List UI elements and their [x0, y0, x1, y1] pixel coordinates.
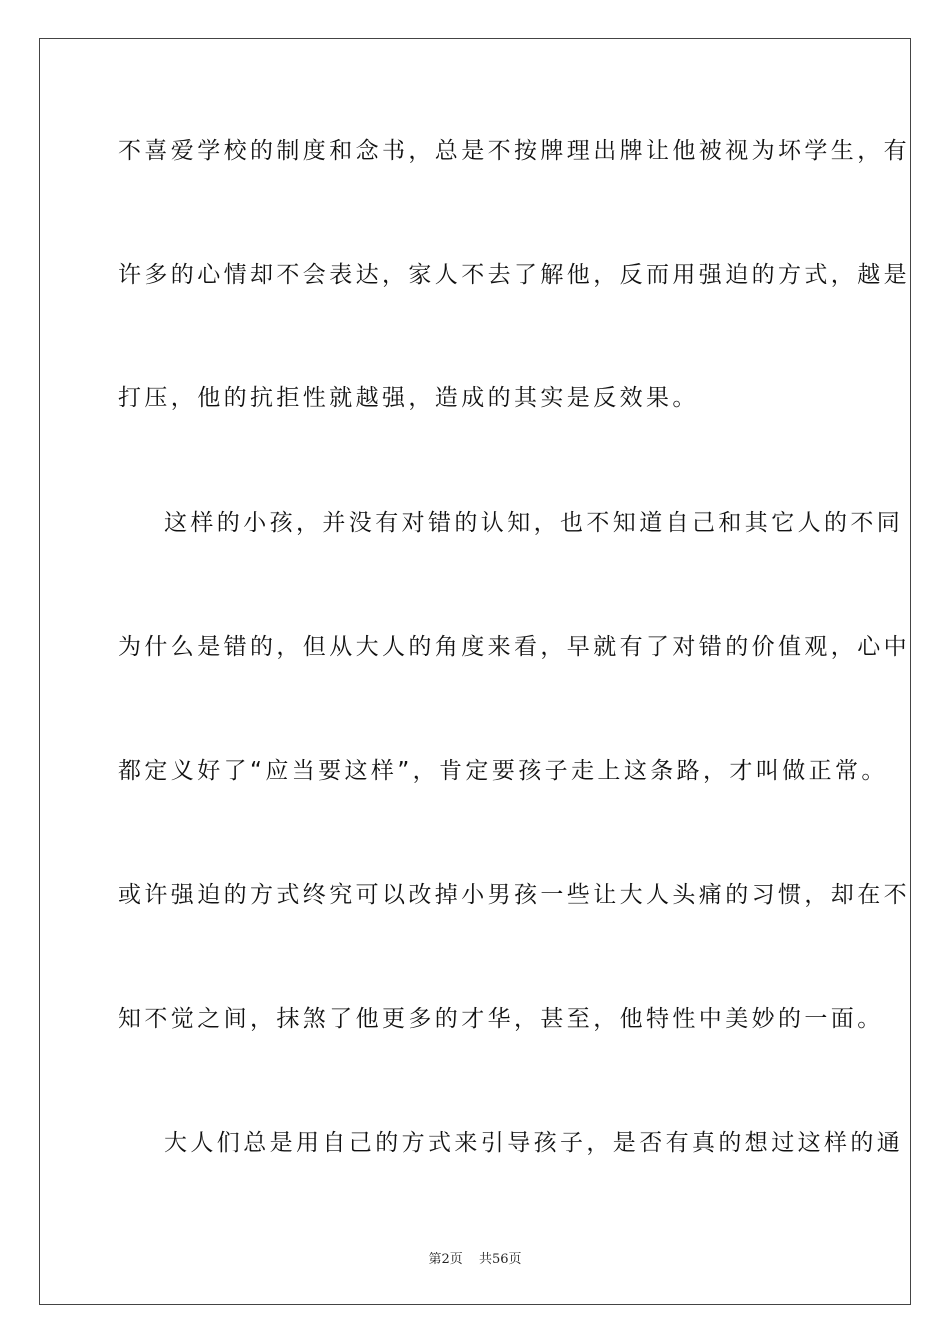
page-number: 第2页 — [428, 1252, 463, 1267]
text-line-1: 不喜爱学校的制度和念书，总是不按牌理出牌让他被视为坏学生，有 — [118, 138, 910, 164]
paragraph-start-line-4: 这样的小孩，并没有对错的认知，也不知道自己和其它人的不同 — [164, 510, 904, 536]
total-pages: 共56页 — [478, 1252, 522, 1267]
text-line-5: 为什么是错的，但从大人的角度来看，早就有了对错的价值观，心中 — [118, 634, 910, 660]
text-line-8: 知不觉之间，抹煞了他更多的才华，甚至，他特性中美妙的一面。 — [118, 1006, 884, 1032]
paragraph-start-line-9: 大人们总是用自己的方式来引导孩子，是否有真的想过这样的通 — [164, 1130, 904, 1156]
page-footer — [0, 1248, 950, 1267]
text-line-3: 打压，他的抗拒性就越强，造成的其实是反效果。 — [118, 385, 699, 411]
text-line-6: 都定义好了“应当要这样”，肯定要孩子走上这条路，才叫做正常。 — [118, 758, 888, 784]
text-line-7: 或许强迫的方式终究可以改掉小男孩一些让大人头痛的习惯，却在不 — [118, 882, 910, 908]
page-border — [39, 38, 911, 1305]
text-line-2: 许多的心情却不会表达，家人不去了解他，反而用强迫的方式，越是 — [118, 262, 910, 288]
